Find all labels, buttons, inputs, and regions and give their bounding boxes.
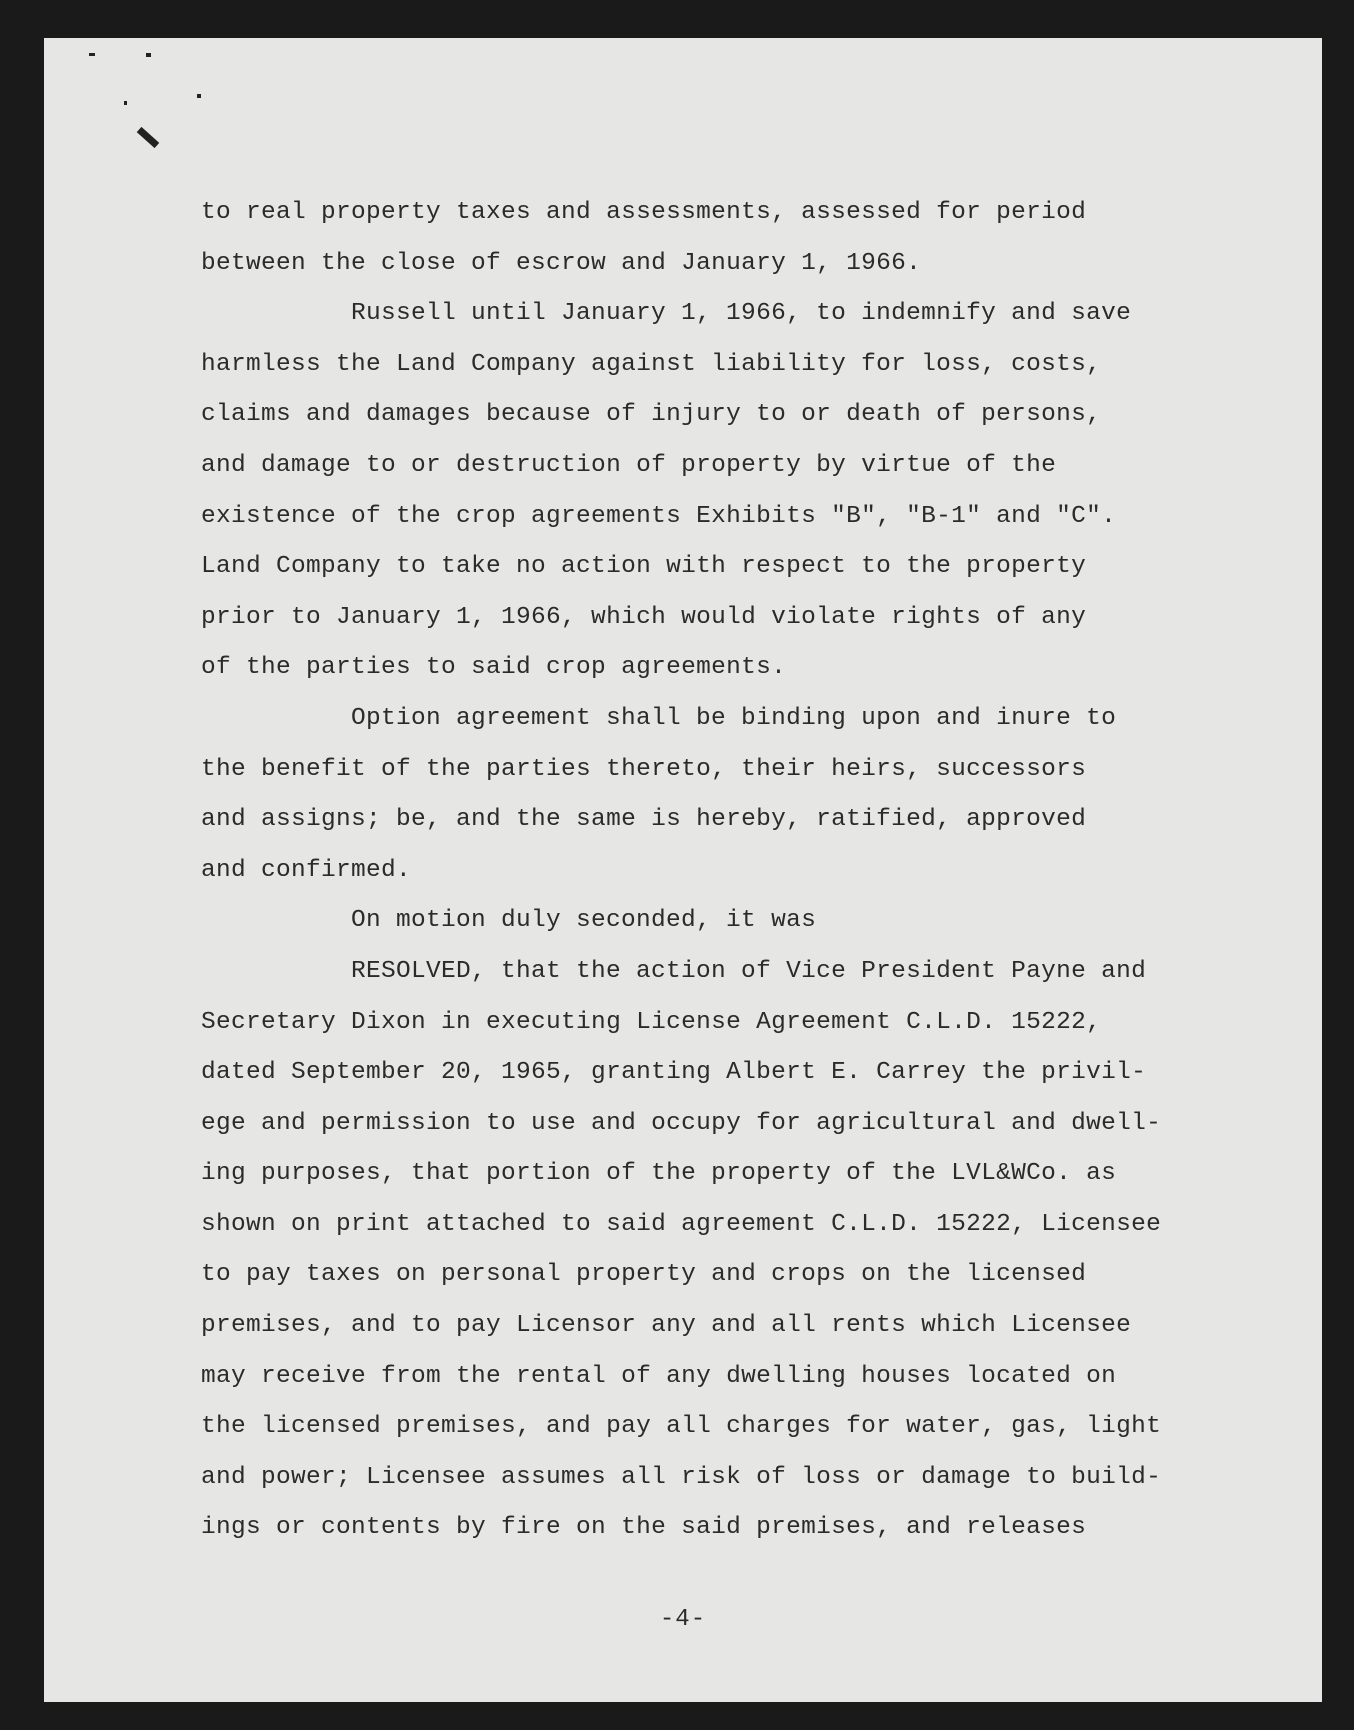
text-line: the benefit of the parties thereto, their heirs, successors [201,755,1087,783]
text-line: On motion duly seconded, it was [351,907,817,935]
text-line: ege and permission to use and occupy for agricultural and dwell- [201,1109,1162,1137]
text-line: to real property taxes and assessments, assessed for period [201,199,1087,226]
text-line: harmless the Land Company against liability for loss, costs, [201,350,1102,378]
text-line: existence of the crop agreements Exhibits "B", "B-1" and "C". [201,502,1117,530]
text-line: premises, and to pay Licensor any and all rents which Licensee [201,1312,1132,1340]
text-line: and power; Licensee assumes all risk of loss or damage to build- [201,1463,1162,1491]
text-line: and confirmed. [201,856,412,884]
text-line: ings or contents by fire on the said premises, and releases [201,1514,1087,1542]
text-line: the licensed premises, and pay all charges for water, gas, light [201,1413,1162,1441]
text-line: Land Company to take no action with respect to the property [201,553,1087,581]
text-line: RESOLVED, that the action of Vice President Payne and [351,957,1147,985]
text-line: prior to January 1, 1966, which would violate rights of any [201,603,1087,631]
page-number: -4- [659,1606,707,1633]
text-line: of the parties to said crop agreements. [201,654,787,682]
text-line: claims and damages because of injury to or death of persons, [201,401,1102,429]
text-line: and damage to or destruction of property by virtue of the [201,451,1057,479]
text-line: and assigns; be, and the same is hereby, ratified, approved [201,806,1087,834]
document-page [44,38,1322,1702]
text-line: between the close of escrow and January 1, 1966. [201,249,922,277]
text-line: dated September 20, 1965, granting Albert E. Carrey the privil- [201,1059,1147,1087]
text-line: Option agreement shall be binding upon and inure to [351,704,1117,732]
text-line: Secretary Dixon in executing License Agreement C.L.D. 15222, [201,1008,1102,1036]
text-line: Russell until January 1, 1966, to indemnify and save [351,300,1132,328]
text-line: ing purposes, that portion of the property of the LVL&WCo. as [201,1160,1117,1188]
text-line: shown on print attached to said agreement C.L.D. 15222, Licensee [201,1210,1162,1238]
text-line: to pay taxes on personal property and crops on the licensed [201,1261,1087,1289]
document-body [201,188,1201,1554]
text-line: may receive from the rental of any dwelling houses located on [201,1362,1117,1390]
